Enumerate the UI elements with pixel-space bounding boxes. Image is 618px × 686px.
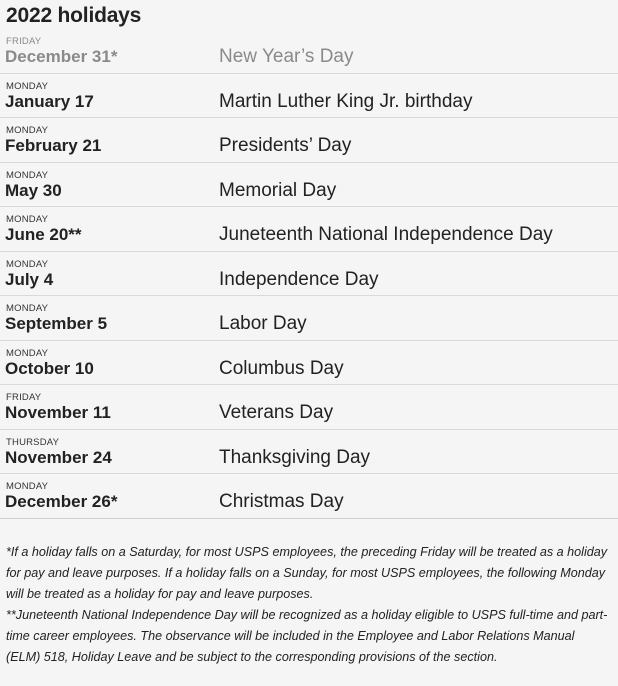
- holiday-list: [0, 29, 618, 519]
- holiday-date: October 10: [5, 358, 94, 378]
- holiday-date: November 11: [5, 403, 111, 422]
- holiday-row: [0, 430, 618, 475]
- holiday-weekday: MONDAY: [6, 258, 49, 270]
- holiday-date: November 24: [5, 447, 112, 467]
- holiday-name: Presidents’ Day: [219, 135, 352, 156]
- holiday-weekday: MONDAY: [6, 347, 49, 359]
- holiday-name: Memorial Day: [219, 179, 337, 201]
- holiday-date: September 5: [5, 314, 108, 333]
- holiday-date: January 17: [5, 91, 94, 111]
- page-title: 2022 holidays: [6, 4, 142, 27]
- holiday-row: [0, 29, 618, 74]
- holiday-name: Juneteenth National Independence Day: [219, 224, 553, 245]
- holiday-row: [0, 385, 618, 430]
- holiday-name: Thanksgiving Day: [219, 446, 371, 468]
- holiday-date: February 21: [5, 136, 102, 155]
- holiday-date: June 20**: [5, 225, 82, 244]
- holiday-date: May 30: [5, 180, 62, 200]
- holiday-row: [0, 118, 618, 163]
- holiday-row: [0, 474, 618, 519]
- holiday-name: Labor Day: [219, 313, 307, 334]
- holiday-weekday: MONDAY: [6, 303, 49, 314]
- holiday-weekday: MONDAY: [6, 169, 49, 181]
- holiday-name: Veterans Day: [219, 402, 334, 423]
- holiday-row: [0, 252, 618, 297]
- holiday-date: December 26*: [5, 492, 118, 511]
- holiday-name: Columbus Day: [219, 357, 344, 379]
- footnote-weekend-holiday: *If a holiday falls on a Saturday, for most USPS employees, the preceding Friday will be treated as a holiday for pay and leave purposes. If a holiday falls on a Sunday, for most USPS employees, the following Monday will be treated as a holiday for pay and leave purposes.: [6, 545, 608, 601]
- holiday-name: New Year’s Day: [219, 46, 354, 67]
- holiday-date: July 4: [5, 269, 54, 289]
- holiday-name: Martin Luther King Jr. birthday: [219, 90, 473, 112]
- holiday-row: [0, 163, 618, 208]
- holiday-date: December 31*: [5, 47, 118, 66]
- holiday-name: Independence Day: [219, 268, 379, 290]
- holiday-weekday: THURSDAY: [6, 436, 60, 448]
- holiday-weekday: MONDAY: [6, 214, 49, 225]
- holiday-row: [0, 341, 618, 386]
- holiday-name: Christmas Day: [219, 491, 344, 512]
- footnotes: [6, 542, 610, 668]
- holiday-weekday: FRIDAY: [6, 36, 42, 47]
- holiday-row: [0, 207, 618, 252]
- footnote-juneteenth: **Juneteenth National Independence Day will be recognized as a holiday eligible to USPS full-time and part-time career employees. The observance will be included in the Employee and Labor Relations Manual (ELM) 518, Holiday Leave and be subject to the corresponding provisions of the section.: [6, 608, 608, 664]
- holiday-weekday: FRIDAY: [6, 392, 42, 403]
- holiday-weekday: MONDAY: [6, 481, 49, 492]
- holiday-weekday: MONDAY: [6, 80, 49, 92]
- holiday-weekday: MONDAY: [6, 125, 49, 136]
- holiday-row: [0, 74, 618, 119]
- holiday-row: [0, 296, 618, 341]
